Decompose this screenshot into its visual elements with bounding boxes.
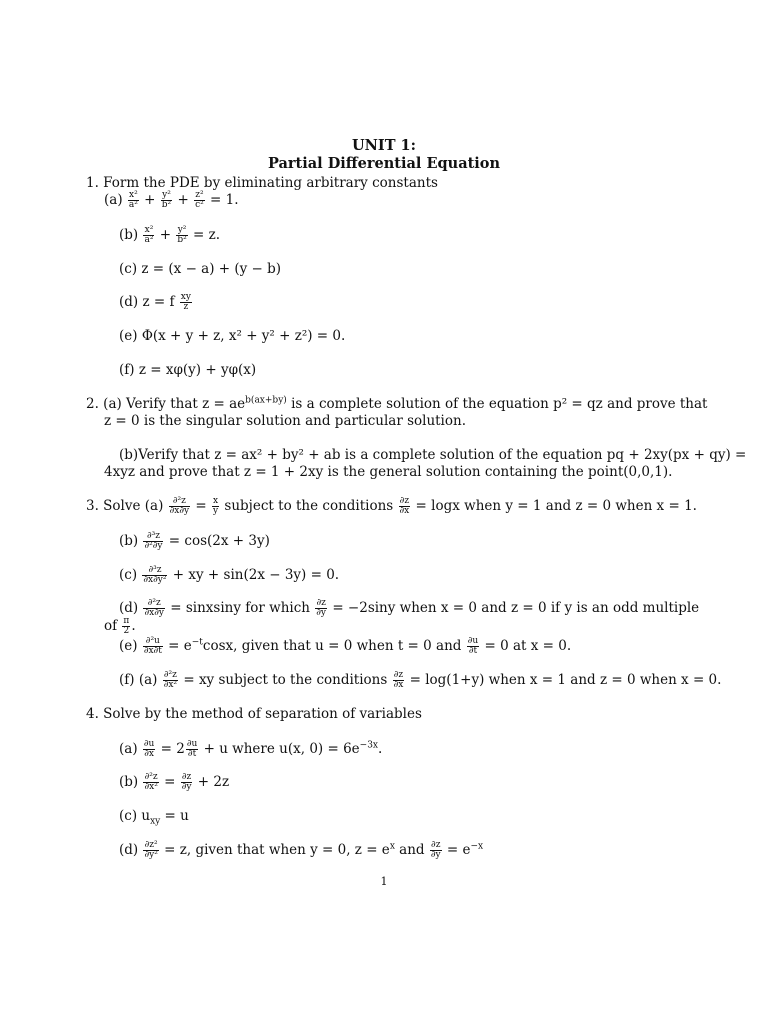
question-4b: (b) $\frac{\text{∂²z}}{\text{∂x²}}$ = $\frac{\partial z}{\partial y}$ + 2z [119,772,230,792]
question-4-stem: 4. Solve by the method of separation of variables [86,706,422,722]
question-2a-line-1: 2. (a) Verify that $z = ae^{b(ax+by)}$ is a complete solution of the equation p² = qz and prove that [86,395,708,412]
page-number: 1 [380,875,388,888]
question-3c: (c) $\frac{\text{∂³z}}{\text{∂x∂y²}}$ + xy + sin(2x − 3y) = 0. [119,565,340,585]
question-1b: (b) $\frac{\text{x²}}{\text{a²}}$ + $\frac{\text{y²}}{\text{b²}}$ = z. [119,225,221,245]
question-1-stem: 1. Form the PDE by eliminating arbitrary constants [86,175,438,191]
question-3d-line-2: of $\frac{\pi}{2}$ . [104,616,136,636]
question-2b-line-1: (b)Verify that z = ax² + by² + ab is a complete solution of the equation pq + 2xy(px + qy) = [119,447,747,463]
question-1c: (c) z = (x − a) + (y − b) [119,261,282,277]
question-4c: (c) $u_{xy} = u$ [119,808,189,827]
unit-heading: UNIT 1: [352,137,416,154]
question-2a-line-2: z = 0 is the singular solution and particular solution. [104,413,466,429]
question-1e: (e) Φ(x + y + z, x² + y² + z²) = 0. [119,328,346,344]
question-2b-line-2: 4xyz and prove that z = 1 + 2xy is the general solution containing the point(0,0,1). [104,464,673,480]
question-3a: 3. Solve (a) $\frac{\text{∂²z}}{\partial x\partial y}$ = $\frac{x}{y}$ subject to the conditions $\frac{\partial z}{\partial x}$ = logx when y = 1 and z = 0 when x = 1. [86,496,697,516]
question-3b: (b) $\frac{\text{∂³z}}{\text{∂²∂y}}$ = cos(2x + 3y) [119,531,270,551]
subject-heading: Partial Differential Equation [267,155,501,172]
question-1a: (a) $\frac{\text{x²}}{\text{a²}}$ + $\frac{\text{y²}}{\text{b²}}$ + $\frac{\text{z²}}{\text{c²}}$ = 1. [104,190,239,210]
question-3d: (d) $\frac{\text{∂²z}}{\partial x\partial y}$ = sinxsiny for which $\frac{\partial z}{\partial y}$ = −2siny when x = 0 and z = 0 if y is an odd multiple [119,598,700,618]
question-1f: (f) z = xφ(y) + yφ(x) [119,362,257,378]
question-1d: (d) z = f $\frac{xy}{z}$ [119,292,191,312]
question-4d: (d) $\frac{\text{∂z²}}{\text{∂y²}}$ = z, given that when y = 0, $z = e^x$ and $\frac{\partial z}{\partial y}$ = $e^{-x}$ [119,840,484,860]
question-4a: (a) $\frac{\partial u}{\partial x}$ = 2 $\frac{\partial u}{\partial t}$ + u where u(x, $0) = 6e^{-3x}$. [119,739,383,759]
question-3f: (f) (a) $\frac{\text{∂²z}}{\text{∂x²}}$ = xy subject to the conditions $\frac{\partial z}{\partial x}$ = log(1+y) when x = 1 and z = 0 when x = 0. [119,670,722,690]
question-3e: (e) $\frac{\text{∂²u}}{\partial x\partial t}$ = $e^{-t}\cos x$, given that u = 0 when t = 0 and $\frac{\partial u}{\partial t}$ = 0 at x = 0. [119,636,572,656]
